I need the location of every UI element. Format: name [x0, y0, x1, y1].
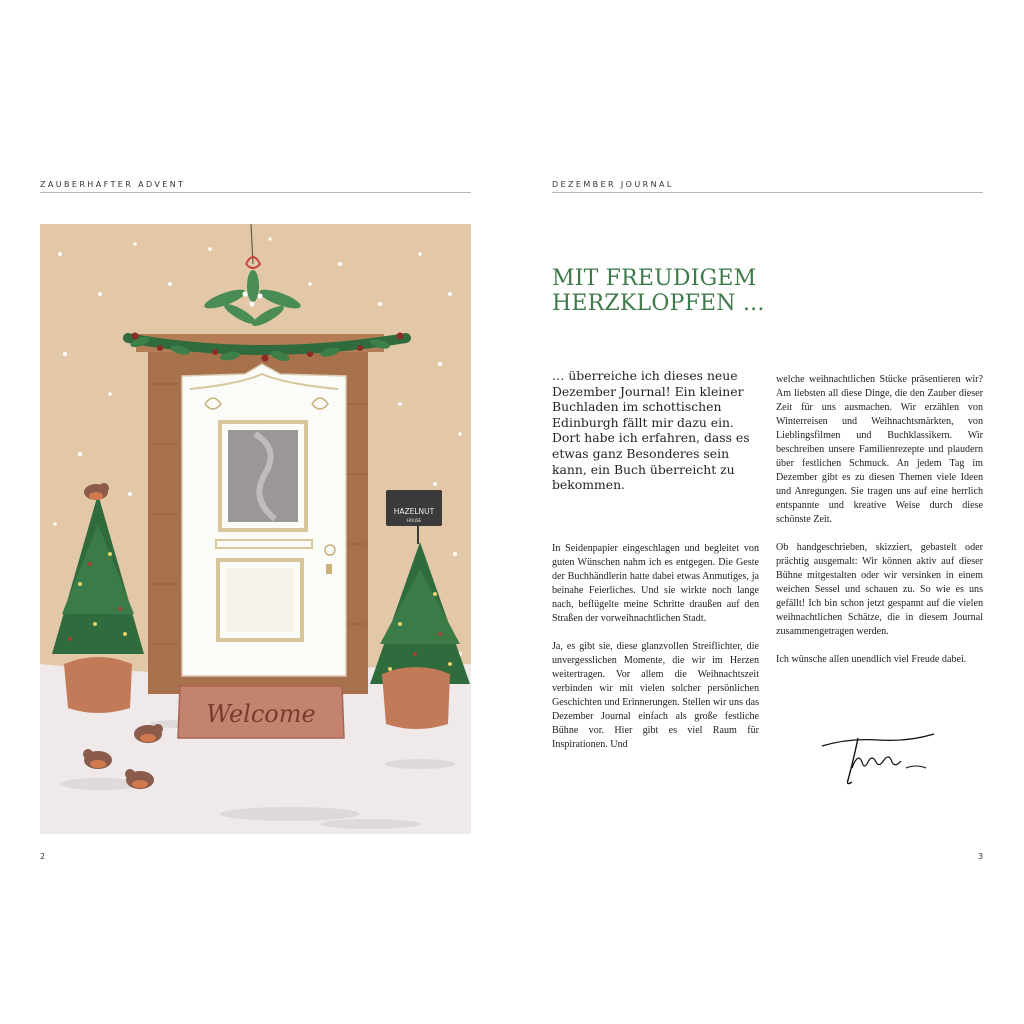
house-sign-line1: HAZELNUT [393, 507, 435, 516]
header-rule-left [40, 192, 471, 193]
doormat-text: Welcome [206, 700, 316, 728]
header-rule-right [552, 192, 983, 193]
col1-paragraph-2: Ja, es gibt sie, diese glanzvollen Streiflichter, die unvergesslichen Momente, die wir im Herzen weitertragen. Vor allem die Weihnachtszeit verbinden wir mit vielen solcher persönlichen Geschichten und Erinnerungen. Stellen wir uns das Dezember Journal einfach als große festliche Bühne vor. Hier gibt es viel Raum für Inspirationen. Und [552, 641, 759, 750]
article-title [552, 266, 852, 316]
title-line-2: HERZKLOPFEN ... [552, 291, 765, 316]
col1-paragraph-1: In Seidenpapier eingeschlagen und begleitet von guten Wünschen nahm ich es entgegen. Die Geste der Buchhändlerin hatte dabei etwas Anmutiges, ja beinahe Feierliches. Und sie wirkte noch lange nach, beflügelte meine Schritte draußen auf den Straßen der vorweihnachtlichen Stadt. [552, 543, 759, 624]
running-head-left: ZAUBERHAFTER ADVENT [40, 180, 186, 189]
text-column-2 [776, 373, 983, 667]
running-head-right: DEZEMBER JOURNAL [552, 180, 674, 189]
house-sign-line2: HOUSE [406, 518, 422, 523]
col2-paragraph-3: Ich wünsche allen unendlich viel Freude dabei. [776, 654, 967, 665]
page-number-right: 3 [978, 852, 984, 861]
text-column-1 [552, 542, 759, 752]
page-number-left: 2 [40, 852, 46, 861]
christmas-door-illustration [40, 224, 471, 834]
title-line-1: MIT FREUDIGEM [552, 266, 757, 291]
col2-paragraph-2: Ob handgeschrieben, skizziert, gebastelt oder prächtig ausgemalt: Wir können aktiv auf dieser Bühne mitgestalten oder wir versinken in einem weichen Sessel und schauen zu. So wie es uns gefällt! Ich bin schon jetzt gespannt auf die vielen weihnachtlichen Schätze, die in diesem Journal zusammengetragen werden. [776, 542, 983, 637]
signature [818, 724, 936, 788]
col2-paragraph-1: welche weihnachtlichen Stücke präsentieren wir? Am liebsten all diese Dinge, die den Zauber dieser Zeit für uns ausmachen. Wir erzählen von Winterreisen und Weihnachtsmärkten, von Lieblingsfilmen und Buchklassikern. Wir beschreiben unsere Familienrezepte und plaudern über festlichen Schmuck. An jedem Tag im Dezember gibt es zu diesen Themen viele Ideen und Anregungen. Sie tragen uns auf eine herrlich entspannte und kreative Weise durch diese schönste Zeit. [776, 374, 983, 525]
intro-paragraph: … überreiche ich dieses neue Dezember Journal! Ein kleiner Buchladen im schottischen Edinburgh fällt mir dazu ein. Dort habe ich erfahren, dass es etwas ganz Besonderes sein kann, ein Buch überreicht zu bekommen. [552, 368, 750, 493]
